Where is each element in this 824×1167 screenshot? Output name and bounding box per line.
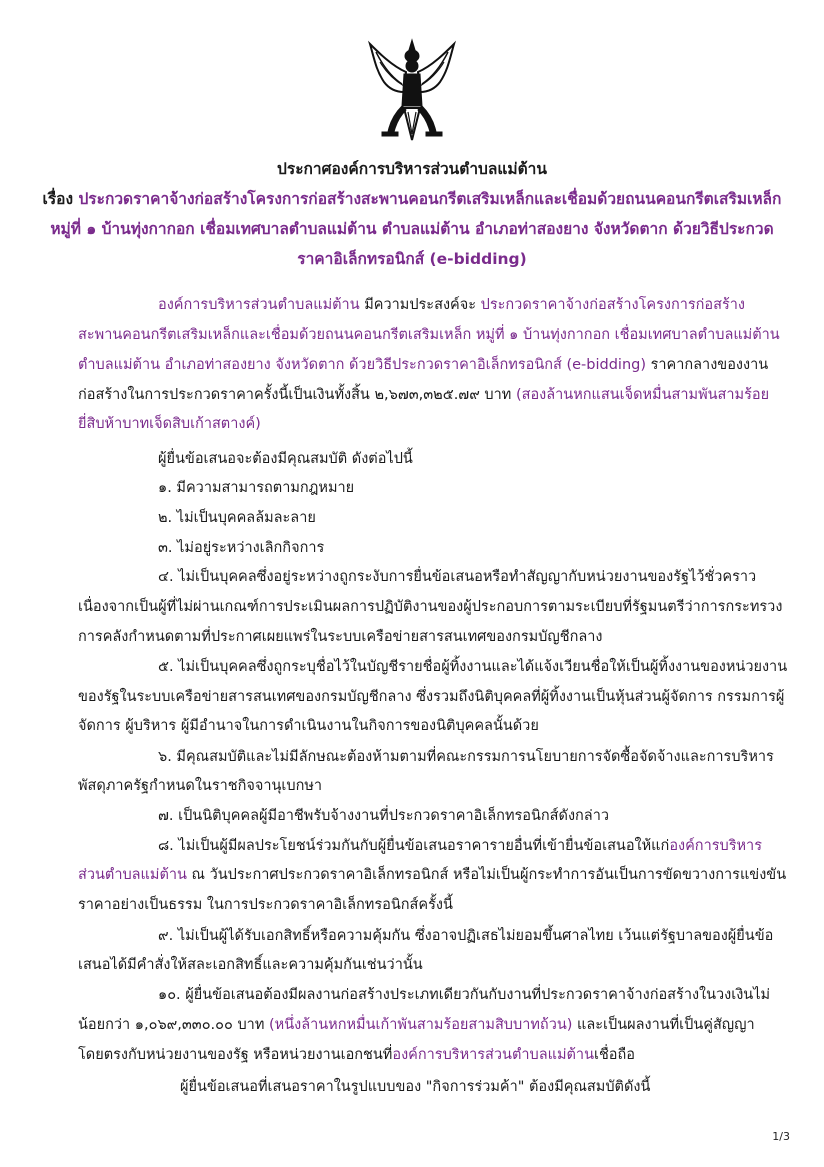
qual-item-8-text: ๘. ไม่เป็นผู้มีผลประโยชน์ร่วมกันกับผู้ยื่นข้อเสนอราคารายอื่นที่เข้ายื่นข้อเสนอให้แก่ xyxy=(158,838,670,854)
subject-text-1: ประกวดราคาจ้างก่อสร้างโครงการก่อสร้างสะพานคอนกรีตเสริมเหล็กและเชื่อมด้วยถนนคอนกรีตเสริมเหล็ก xyxy=(78,190,782,208)
qual-item-10-text: โดยตรงกับหน่วยงานของรัฐ หรือหน่วยงานเอกชนที่ xyxy=(78,1047,393,1063)
qual-item-8-line-3: ราคาอย่างเป็นธรรม ในการประกวดราคาอิเล็กทรอนิกส์ครั้งนี้ xyxy=(78,897,453,913)
para1-line-5: ยี่สิบห้าบาทเจ็ดสิบเก้าสตางค์) xyxy=(78,416,261,432)
qual-item-5-line-3: จัดการ ผู้บริหาร ผู้มีอำนาจในการดำเนินงานในกิจการของนิติบุคคลนั้นด้วย xyxy=(78,718,539,734)
budget-words: (สองล้านหกแสนเจ็ดหมื่นสามพันสามร้อย xyxy=(515,387,770,403)
qual-item-10-text: เชื่อถือ xyxy=(593,1047,635,1063)
qual-item-10-line-1: ๑๐. ผู้ยื่นข้อเสนอต้องมีผลงานก่อสร้างประเภทเดียวกันกับงานที่ประกวดราคาจ้างก่อสร้างในวงเงินไม่ xyxy=(158,987,771,1003)
qual-item-7: ๗. เป็นนิติบุคคลผู้มีอาชีพรับจ้างงานที่ประกวดราคาอิเล็กทรอนิกส์ดังกล่าว xyxy=(158,808,609,824)
qual-item-10-line-3 xyxy=(78,1045,635,1065)
qual-item-8-text: ณ วันประกาศประกวดราคาอิเล็กทรอนิกส์ หรือไม่เป็นผู้กระทำการอันเป็นการขัดขวางการแข่งขัน xyxy=(186,867,787,883)
qual-item-10-text: และเป็นผลงานที่เป็นคู่สัญญา xyxy=(572,1017,755,1033)
para1-line-4 xyxy=(78,385,769,405)
qual-item-3: ๓. ไม่อยู่ระหว่างเลิกกิจการ xyxy=(158,540,325,556)
qual-item-9-line-1: ๙. ไม่เป็นผู้ได้รับเอกสิทธิ์หรือความคุ้มกัน ซึ่งอาจปฏิเสธไม่ยอมขึ้นศาลไทย เว้นแต่รัฐบาลของผู้ยื่นข้อ xyxy=(158,928,774,944)
page-number: 1/3 xyxy=(772,1130,790,1143)
qual-item-6-line-1: ๖. มีคุณสมบัติและไม่มีลักษณะต้องห้ามตามที่คณะกรรมการนโยบายการจัดซื้อจัดจ้างและการบริหาร xyxy=(158,749,774,765)
experience-amount: น้อยกว่า ๑,๐๖๙,๓๓๐.๐๐ บาท xyxy=(78,1017,269,1033)
qual-item-8-line-2 xyxy=(78,865,786,885)
subject-line-3: ราคาอิเล็กทรอนิกส์ (e-bidding) xyxy=(297,250,527,268)
para1-line-1 xyxy=(158,295,745,315)
joint-venture-intro: ผู้ยื่นข้อเสนอที่เสนอราคาในรูปแบบของ "กิจการร่วมค้า" ต้องมีคุณสมบัติดังนี้ xyxy=(180,1079,651,1095)
qual-item-4-line-1: ๔. ไม่เป็นบุคคลซึ่งอยู่ระหว่างถูกระงับการยื่นข้อเสนอหรือทำสัญญากับหน่วยงานของรัฐไว้ชั่วคราว xyxy=(158,569,757,585)
budget-amount: ก่อสร้างในการประกวดราคาครั้งนี้เป็นเงินทั้งสิ้น ๒,๖๗๓,๓๒๕.๗๙ บาท xyxy=(78,387,516,403)
org-name: องค์การบริหารส่วนตำบลแม่ต้าน xyxy=(158,297,360,313)
experience-words: (หนึ่งล้านหกหมื่นเก้าพันสามร้อยสามสิบบาทถ้วน) xyxy=(269,1017,573,1033)
org-name: ส่วนตำบลแม่ต้าน xyxy=(78,867,187,883)
qual-item-1: ๑. มีความสามารถตามกฎหมาย xyxy=(158,480,355,496)
subject-line-1 xyxy=(40,186,784,211)
para1-line-3 xyxy=(78,355,768,375)
qual-item-5-line-1: ๕. ไม่เป็นบุคคลซึ่งถูกระบุชื่อไว้ในบัญชีรายชื่อผู้ทิ้งงานและได้แจ้งเวียนชื่อให้เป็นผู้ทิ้งงานของหน่วยงาน xyxy=(158,659,788,675)
qual-item-8-line-1 xyxy=(158,836,762,856)
org-name: องค์การบริหารส่วนตำบลแม่ต้าน xyxy=(392,1047,594,1063)
para1-line-2: สะพานคอนกรีตเสริมเหล็กและเชื่อมด้วยถนนคอนกรีตเสริมเหล็ก หมู่ที่ ๑ บ้านทุ่งกากอก เชื่อมเทศบาลตำบลแม่ต้าน xyxy=(78,327,780,343)
qual-item-4-line-2: เนื่องจากเป็นผู้ที่ไม่ผ่านเกณฑ์การประเมินผลการปฏิบัติงานของผู้ประกอบการตามระเบียบที่รัฐมนตรีว่าการกระทรวง xyxy=(78,599,783,615)
subject-label: เรื่อง xyxy=(42,190,74,208)
qual-item-10-line-2 xyxy=(78,1015,755,1035)
para1-text: ราคากลางของงาน xyxy=(646,357,769,373)
qual-item-4-line-3: การคลังกำหนดตามที่ประกาศเผยแพร่ในระบบเครือข่ายสารสนเทศของกรมบัญชีกลาง xyxy=(78,629,603,645)
qual-item-5-line-2: ของรัฐในระบบเครือข่ายสารสนเทศของกรมบัญชีกลาง ซึ่งรวมถึงนิติบุคคลที่ผู้ทิ้งงานเป็นหุ้นส่วนผู้จัดการ กรรมการผู้ xyxy=(78,689,785,705)
org-name: องค์การบริหาร xyxy=(669,838,762,854)
project-name: ประกวดราคาจ้างก่อสร้างโครงการก่อสร้าง xyxy=(480,297,745,313)
qual-item-9-line-2: เสนอได้มีคำสั่งให้สละเอกสิทธิ์และความคุ้มกันเช่นว่านั้น xyxy=(78,957,423,973)
qual-intro: ผู้ยื่นข้อเสนอจะต้องมีคุณสมบัติ ดังต่อไปนี้ xyxy=(158,451,413,467)
para1-text: มีความประสงค์จะ xyxy=(359,297,481,313)
project-name-cont: ตำบลแม่ต้าน อำเภอท่าสองยาง จังหวัดตาก ด้วยวิธีประกวดราคาอิเล็กทรอนิกส์ (e-bidding) xyxy=(78,357,647,373)
subject-line-2: หมู่ที่ ๑ บ้านทุ่งกากอก เชื่อมเทศบาลตำบลแม่ต้าน ตำบลแม่ต้าน อำเภอท่าสองยาง จังหวัดตาก ด้วยวิธีประกวด xyxy=(50,220,774,238)
garuda-emblem-icon xyxy=(364,36,460,148)
qual-item-6-line-2: พัสดุภาครัฐกำหนดในราชกิจจานุเบกษา xyxy=(78,778,323,794)
qual-item-2: ๒. ไม่เป็นบุคคลล้มละลาย xyxy=(158,510,316,526)
page-title: ประกาศองค์การบริหารส่วนตำบลแม่ต้าน xyxy=(277,160,547,178)
